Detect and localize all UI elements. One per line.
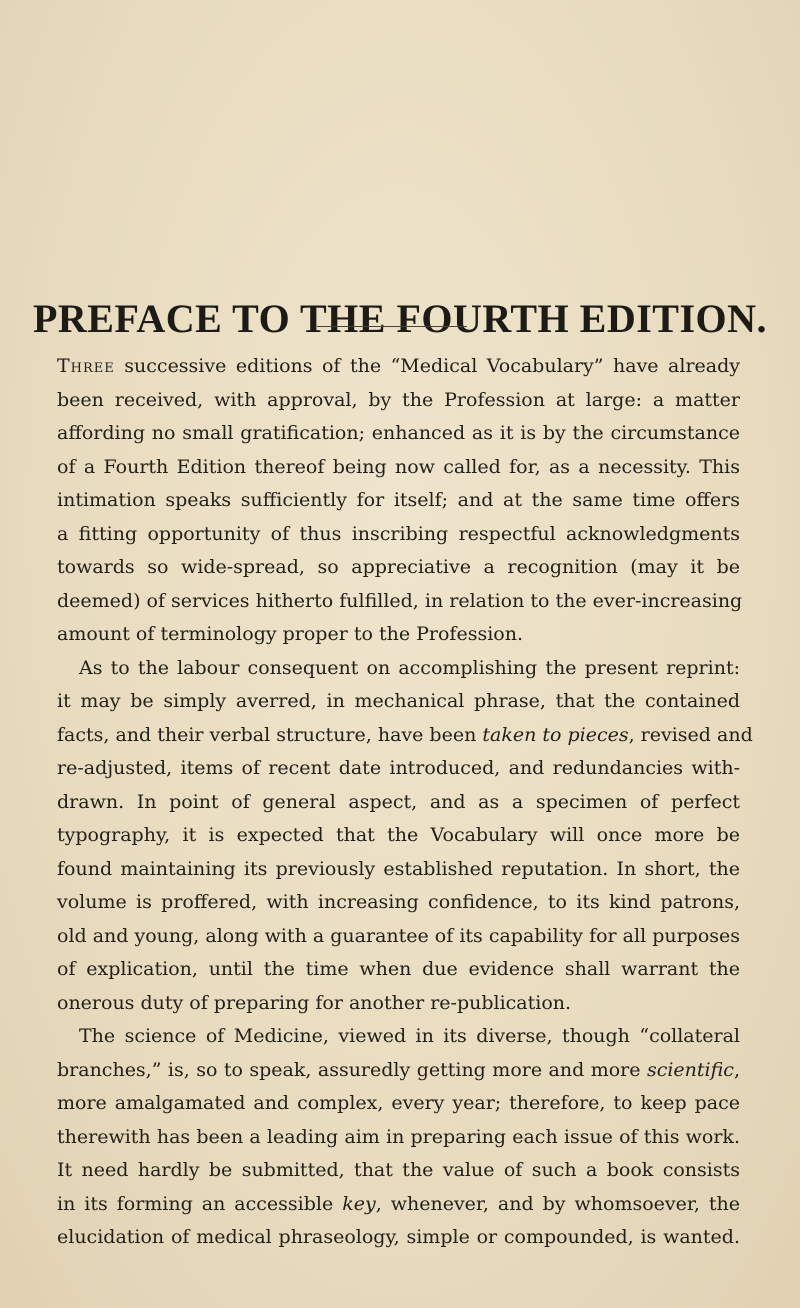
text-line: It need hardly be submitted, that the value of such a book consists [57, 1159, 740, 1181]
text-line: old and young, along with a guarantee of its capability for all purposes [57, 924, 741, 947]
text-line: it may be simply averred, in mechanical phrase, that the contained [57, 690, 740, 712]
emphasis: scientific [646, 1058, 734, 1081]
text-line: volume is proffered, with increasing confidence, to its kind patrons, [57, 891, 740, 913]
text-line: drawn. In point of general aspect, and as a specimen of perfect [57, 790, 740, 813]
preface-body [57, 350, 753, 1255]
text-line: deemed) of services hitherto fulfilled, in relation to the ever-increasing [57, 589, 743, 612]
emphasis: taken to pieces [482, 723, 629, 746]
text-line: typography, it is expected that the Vocabulary will once more be [57, 824, 740, 846]
text-line: more amalgamated and complex, every year; therefore, to keep pace [57, 1092, 740, 1114]
text-line: As to the labour consequent on accomplishing the present reprint: [79, 656, 740, 679]
text-line: of a Fourth Edition thereof being now called for, as a necessity. This [57, 455, 740, 478]
text-line: affording no small gratification; enhanced as it is by the circumstance [57, 422, 740, 444]
text-line: Three successive editions of the “Medical Vocabulary” have already [57, 355, 741, 377]
lead-word: Three [57, 355, 115, 377]
text-line: in its forming an accessible key, whenever, and by whomsoever, the [57, 1192, 740, 1215]
text-line: facts, and their verbal structure, have been taken to pieces, revised and [57, 723, 753, 746]
text-line: amount of terminology proper to the Profession. [57, 623, 523, 645]
text-line: onerous duty of preparing for another re-publication. [57, 991, 572, 1014]
text-line: intimation speaks sufficiently for itself; and at the same time offers [57, 489, 740, 511]
text-line: re-adjusted, items of recent date introduced, and redundancies with- [57, 757, 740, 779]
text-line: found maintaining its previously established reputation. In short, the [57, 857, 740, 880]
text-line: a fitting opportunity of thus inscribing respectful acknowledgments [57, 522, 740, 545]
text-line: therewith has been a leading aim in preparing each issue of this work. [57, 1125, 740, 1148]
text-line: The science of Medicine, viewed in its diverse, though “collateral [79, 1025, 740, 1047]
text-line: of explication, until the time when due evidence shall warrant the [57, 958, 740, 980]
text-line: elucidation of medical phraseology, simple or compounded, is wanted. [57, 1226, 740, 1248]
page-title: PREFACE TO THE FOURTH EDITION. [32, 295, 768, 341]
text-line: towards so wide-spread, so appreciative a recognition (may it be [57, 556, 740, 578]
text-line: been received, with approval, by the Profession at large: a matter [57, 388, 740, 411]
title-divider [317, 326, 467, 327]
emphasis: key [342, 1192, 376, 1215]
text-line: branches,” is, so to speak, assuredly getting more and more scientific, [57, 1058, 740, 1081]
